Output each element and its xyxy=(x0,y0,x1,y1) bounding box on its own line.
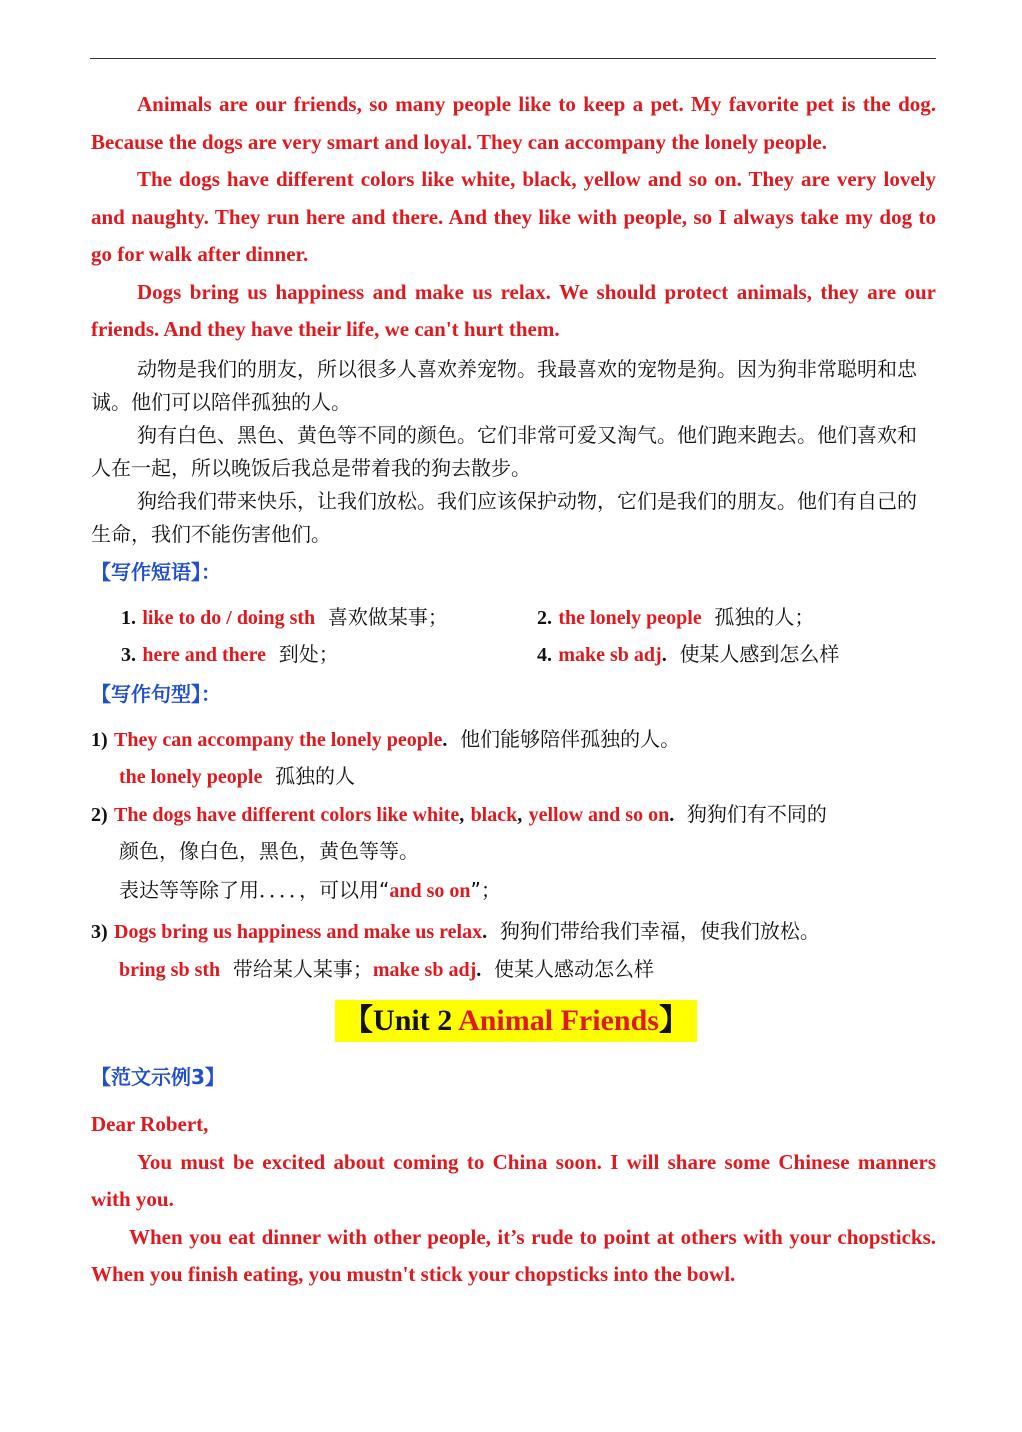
note-end: ”； xyxy=(470,877,501,902)
pattern-chinese: 狗狗们有不同的 xyxy=(686,801,827,826)
chinese-paragraph-2: 狗有白色、黑色、黄色等不同的颜色。它们非常可爱又淘气。他们跑来跑去。他们喜欢和人在一起，所以晚饭后我总是带着我的狗去散步。 xyxy=(91,422,917,480)
pattern-2-continued xyxy=(119,833,936,870)
pattern-english: black xyxy=(470,803,518,826)
note-english: make sb adj xyxy=(372,958,477,981)
phrase-item xyxy=(121,599,537,636)
pattern-english: The dogs have different colors like white xyxy=(114,803,460,826)
sample-letter xyxy=(91,1106,936,1294)
pattern-comma: , xyxy=(517,803,523,826)
note-english: bring sb sth xyxy=(119,958,221,981)
unit-title-prefix: 【Unit 2 xyxy=(343,1004,459,1037)
pattern-list xyxy=(91,721,936,989)
pattern-number: 3) xyxy=(91,921,108,943)
chinese-paragraph-3: 狗给我们带来快乐，让我们放松。我们应该保护动物，它们是我们的朋友。他们有自己的生命，我们不能伤害他们。 xyxy=(91,488,917,546)
phrase-number: 4. xyxy=(537,643,552,666)
note-chinese: 带给某人某事； xyxy=(232,956,373,981)
letter-paragraph-2: When you eat dinner with other people, it’s rude to point at others with your chopsticks. When you finish eating, you mustn't stick your chopsticks into the bowl. xyxy=(91,1224,936,1286)
phrase-item xyxy=(121,636,537,673)
chinese-paragraph-1: 动物是我们的朋友，所以很多人喜欢养宠物。我最喜欢的宠物是狗。因为狗非常聪明和忠诚。他们可以陪伴孤独的人。 xyxy=(91,356,917,414)
english-paragraph-3: Dogs bring us happiness and make us relax. We should protect animals, they are our friends. And they have their life, we can't hurt them. xyxy=(91,279,936,341)
phrase-number: 1. xyxy=(121,606,136,629)
phrase-chinese: 到处； xyxy=(278,641,339,666)
phrase-chinese: 喜欢做某事； xyxy=(327,604,448,629)
sample-heading: 【范文示例3】 xyxy=(91,1065,225,1089)
phrase-chinese: 使某人感到怎么样 xyxy=(679,641,840,666)
phrase-number: 3. xyxy=(121,643,136,666)
pattern-2-note xyxy=(119,872,936,910)
english-paragraph-1: Animals are our friends, so many people like to keep a pet. My favorite pet is the dog. Because the dogs are very smart and loyal. They can accompany the lonely people. xyxy=(91,92,936,154)
header-rule xyxy=(90,58,936,59)
english-paragraph-2: The dogs have different colors like white, black, yellow and so on. They are very lovely and naughty. They run here and there. And they like with people, so I always take my dog to go for walk after dinner. xyxy=(91,167,936,266)
pattern-period: . xyxy=(442,728,448,751)
pattern-1 xyxy=(91,721,936,759)
pattern-chinese: 颜色，像白色，黑色，黄色等等。 xyxy=(119,839,419,863)
pattern-english: They can accompany the lonely people xyxy=(114,728,443,751)
phrase-period: . xyxy=(661,643,667,666)
phrase-english: make sb adj xyxy=(558,643,662,666)
pattern-period: . xyxy=(482,921,488,943)
pattern-3 xyxy=(91,913,936,951)
pattern-2 xyxy=(91,796,936,834)
letter-salutation: Dear Robert, xyxy=(91,1112,209,1136)
note-english: and so on xyxy=(389,879,471,902)
unit-title-wrap xyxy=(91,1000,936,1042)
phrase-number: 2. xyxy=(537,606,552,629)
note-chinese: 使某人感动怎么样 xyxy=(493,956,654,981)
phrase-item xyxy=(537,636,957,673)
unit-title-suffix: 】 xyxy=(658,1004,689,1037)
page-content xyxy=(91,86,936,1294)
unit-title-name: Animal Friends xyxy=(458,1004,659,1037)
pattern-period: . xyxy=(669,803,675,826)
pattern-english: yellow and so on xyxy=(528,803,670,826)
pattern-chinese: 狗狗们带给我们幸福，使我们放松。 xyxy=(499,919,820,943)
note-period: . xyxy=(476,958,482,981)
note-english: the lonely people xyxy=(119,766,263,788)
phrases-heading: 【写作短语】： xyxy=(91,559,221,584)
pattern-chinese: 他们能够陪伴孤独的人。 xyxy=(460,726,681,751)
note-chinese: 表达等等除了用．．．．，可以用“ xyxy=(119,877,390,902)
pattern-3-note xyxy=(119,951,936,989)
unit-title xyxy=(335,1000,697,1042)
pattern-1-note xyxy=(119,758,936,796)
pattern-number: 1) xyxy=(91,728,108,751)
phrase-list xyxy=(121,599,936,673)
phrase-english: the lonely people xyxy=(558,606,702,629)
phrase-english: here and there xyxy=(142,643,267,666)
pattern-number: 2) xyxy=(91,803,108,826)
phrase-chinese: 孤独的人； xyxy=(714,604,815,629)
letter-paragraph-1: You must be excited about coming to China soon. I will share some Chinese manners with you. xyxy=(91,1149,936,1211)
pattern-comma: , xyxy=(459,803,465,826)
phrase-item xyxy=(537,599,957,636)
phrase-english: like to do / doing sth xyxy=(142,606,316,629)
patterns-heading: 【写作句型】： xyxy=(91,681,221,706)
note-chinese: 孤独的人 xyxy=(275,764,356,788)
pattern-english: Dogs bring us happiness and make us relax xyxy=(114,921,483,943)
